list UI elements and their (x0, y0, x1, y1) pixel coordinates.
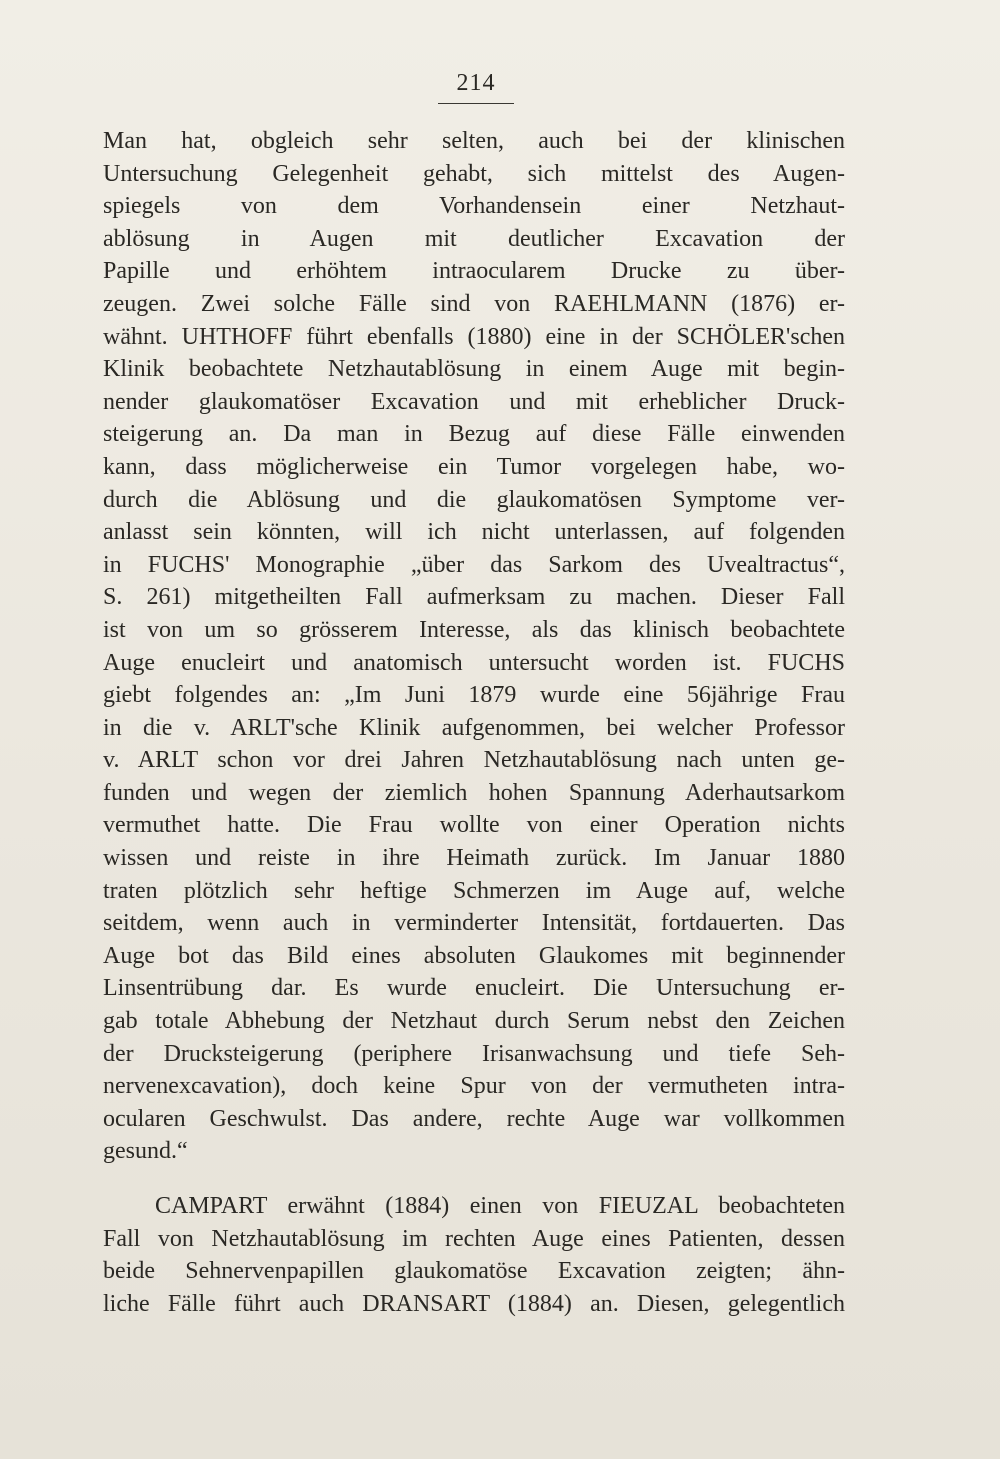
text-line: Klinik beobachtete Netzhautablösung in einem Auge mit begin- (103, 356, 845, 383)
text-line: wähnt. UHTHOFF führt ebenfalls (1880) eine in der SCHÖLER'schen (103, 323, 845, 350)
text-line: kann, dass möglicherweise ein Tumor vorgelegen habe, wo- (103, 453, 845, 480)
text-line: vermuthet hatte. Die Frau wollte von einer Operation nichts (103, 812, 845, 839)
text-line: gesund.“ (103, 1138, 188, 1165)
text-line: nervenexcavation), doch keine Spur von der vermutheten intra- (103, 1073, 845, 1100)
text-line: traten plötzlich sehr heftige Schmerzen im Auge auf, welche (103, 877, 845, 904)
text-line: giebt folgendes an: „Im Juni 1879 wurde eine 56jährige Frau (103, 682, 845, 709)
text-line: Auge enucleirt und anatomisch untersucht worden ist. FUCHS (103, 649, 845, 676)
text-line: nender glaukomatöser Excavation und mit erheblicher Druck- (103, 388, 845, 415)
text-line: zeugen. Zwei solche Fälle sind von RAEHLMANN (1876) er- (103, 290, 845, 317)
text-line: seitdem, wenn auch in verminderter Intensität, fortdauerten. Das (103, 910, 845, 937)
text-line: wissen und reiste in ihre Heimath zurück. Im Januar 1880 (103, 845, 845, 872)
paragraph-1 (103, 125, 845, 1168)
text-line: S. 261) mitgetheilten Fall aufmerksam zu machen. Dieser Fall (103, 584, 845, 611)
text-line: in die v. ARLT'sche Klinik aufgenommen, bei welcher Professor (103, 714, 845, 741)
text-line: spiegels von dem Vorhandensein einer Netzhaut- (103, 193, 845, 220)
text-line: v. ARLT schon vor drei Jahren Netzhautablösung nach unten ge- (103, 747, 845, 774)
text-line: Linsentrübung dar. Es wurde enucleirt. Die Untersuchung er- (103, 975, 845, 1002)
page-number: 214 (438, 70, 514, 104)
text-line: ocularen Geschwulst. Das andere, rechte Auge war vollkommen (103, 1105, 845, 1132)
body-text (103, 125, 845, 1320)
text-line: durch die Ablösung und die glaukomatösen Symptome ver- (103, 486, 845, 513)
paragraph-gap (103, 1168, 845, 1190)
text-line: in FUCHS' Monographie „über das Sarkom des Uvealtractus“, (103, 551, 845, 578)
text-line: ist von um so grösserem Interesse, als das klinisch beobachtete (103, 616, 845, 643)
text-line: Papille und erhöhtem intraocularem Drucke zu über- (103, 258, 845, 285)
text-line: liche Fälle führt auch DRANSART (1884) an. Diesen, gelegentlich (103, 1290, 845, 1317)
text-line: ablösung in Augen mit deutlicher Excavation der (103, 225, 845, 252)
text-line: anlasst sein könnten, will ich nicht unterlassen, auf folgenden (103, 519, 845, 546)
text-line: Untersuchung Gelegenheit gehabt, sich mittelst des Augen- (103, 160, 845, 187)
text-line: gab totale Abhebung der Netzhaut durch Serum nebst den Zeichen (103, 1008, 845, 1035)
text-line: CAMPART erwähnt (1884) einen von FIEUZAL beobachteten (155, 1193, 845, 1219)
text-line: beide Sehnervenpapillen glaukomatöse Excavation zeigten; ähn- (103, 1258, 845, 1285)
text-line: steigerung an. Da man in Bezug auf diese Fälle einwenden (103, 421, 845, 448)
text-line: Man hat, obgleich sehr selten, auch bei der klinischen (103, 128, 845, 154)
paragraph-2 (103, 1190, 845, 1320)
text-line: Fall von Netzhautablösung im rechten Auge eines Patienten, dessen (103, 1225, 845, 1252)
text-line: Auge bot das Bild eines absoluten Glaukomes mit beginnender (103, 942, 845, 969)
text-line: funden und wegen der ziemlich hohen Spannung Aderhautsarkom (103, 779, 845, 806)
text-line: der Drucksteigerung (periphere Irisanwachsung und tiefe Seh- (103, 1040, 845, 1067)
